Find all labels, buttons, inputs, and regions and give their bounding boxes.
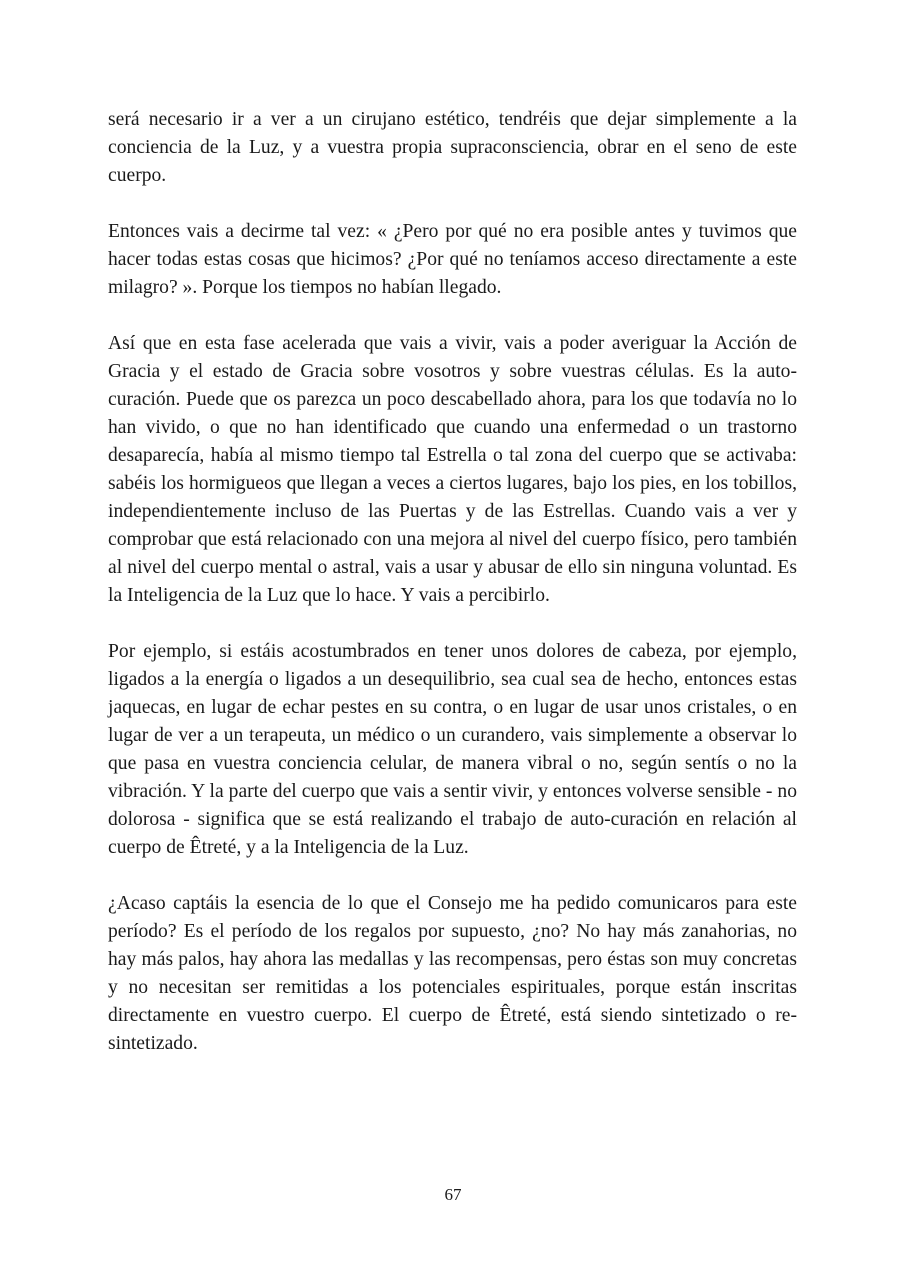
page-number: 67 <box>444 1185 462 1204</box>
paragraph-5: ¿Acaso captáis la esencia de lo que el Consejo me ha pedido comunicaros para este período? Es el período de los regalos por supuesto, ¿no? No hay más zanahorias, no hay más palos, hay ahora las medallas y las recompensas, pero éstas son muy concretas y no necesitan ser remitidas a los potenciales espirituales, porque están inscritas directamente en vuestro cuerpo. El cuerpo de Êtreté, está siendo sintetizado o re-sintetizado. <box>108 893 797 1054</box>
paragraph-4: Por ejemplo, si estáis acostumbrados en tener unos dolores de cabeza, por ejemplo, ligados a la energía o ligados a un desequilibrio, sea cual sea de hecho, entonces estas jaquecas, en lugar de echar pestes en su contra, o en lugar de usar unos cristales, o en lugar de ver a un terapeuta, un médico o un curandero, vais simplemente a observar lo que pasa en vuestra conciencia celular, de manera vibral o no, según sentís o no la vibración. Y la parte del cuerpo que vais a sentir vivir, y entonces volverse sensible - no dolorosa - significa que se está realizando el trabajo de auto-curación en relación al cuerpo de Êtreté, y a la Inteligencia de la Luz. <box>108 641 797 858</box>
paragraph-2: Entonces vais a decirme tal vez: « ¿Pero por qué no era posible antes y tuvimos que hacer todas estas cosas que hicimos? ¿Por qué no teníamos acceso directamente a este milagro? ». Porque los tiempos no habían llegado. <box>108 221 797 298</box>
body-text <box>108 106 797 1058</box>
paragraph-1: será necesario ir a ver a un cirujano estético, tendréis que dejar simplemente a la conciencia de la Luz, y a vuestra propia supraconsciencia, obrar en el seno de este cuerpo. <box>108 109 797 186</box>
paragraph-3: Así que en esta fase acelerada que vais a vivir, vais a poder averiguar la Acción de Gracia y el estado de Gracia sobre vosotros y sobre vuestras células. Es la auto-curación. Puede que os parezca un poco descabellado ahora, para los que todavía no lo han vivido, o que no han identificado que cuando una enfermedad o un trastorno desaparecía, había al mismo tiempo tal Estrella o tal zona del cuerpo que se activaba: sabéis los hormigueos que llegan a veces a ciertos lugares, bajo los pies, en los tobillos, independientemente incluso de las Puertas y de las Estrellas. Cuando vais a ver y comprobar que está relacionado con una mejora al nivel del cuerpo físico, pero también al nivel del cuerpo mental o astral, vais a usar y abusar de ello sin ninguna voluntad. Es la Inteligencia de la Luz que lo hace. Y vais a percibirlo. <box>108 333 797 606</box>
